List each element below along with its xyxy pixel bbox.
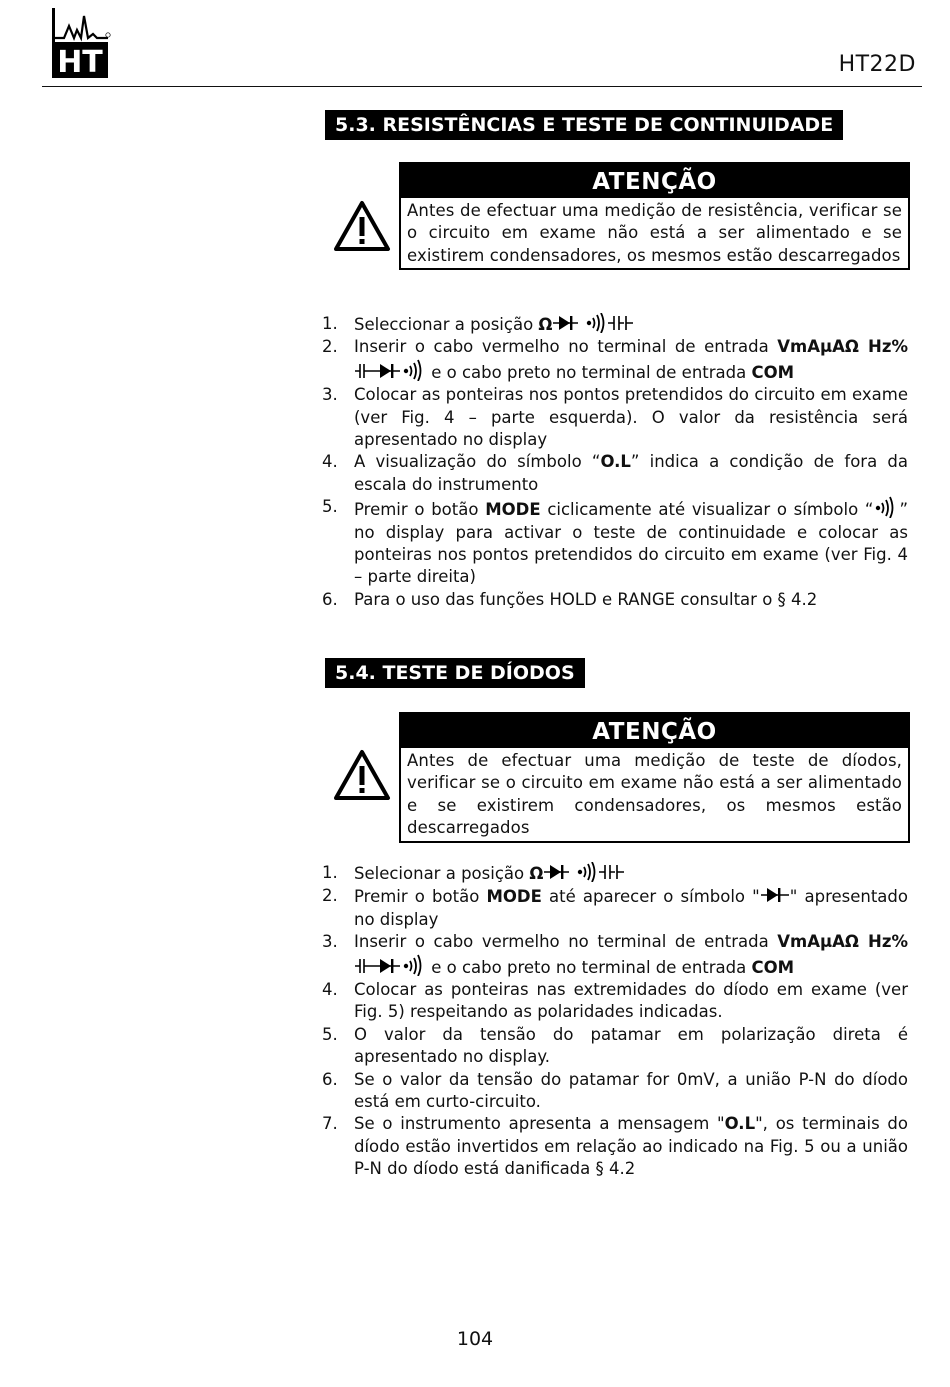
list-item: 4. A visualização do símbolo “O.L” indica a condição de fora da escala do instrumento [322, 452, 908, 494]
warning-triangle-icon [332, 199, 392, 253]
warning-box-diodes [399, 712, 910, 843]
steps-list-resistance [322, 313, 908, 611]
section-title-diodes: 5.4. TESTE DE DÍODOS [325, 658, 585, 688]
warning-box-resistance [399, 162, 910, 270]
capacitor-diode-continuity-icon [354, 954, 426, 976]
model-name: HT22D [838, 52, 916, 77]
capacitor-diode-continuity-icon [354, 359, 426, 381]
function-symbols-icon [552, 313, 634, 333]
list-item: 1. Seleccionar a posição Ω [322, 313, 908, 336]
list-item: 3. Inserir o cabo vermelho no terminal de entrada VmAμAΩ Hz% e o cabo preto no terminal de entrada COM [322, 932, 908, 977]
list-item: 4. Colocar as ponteiras nas extremidades do díodo em exame (ver Fig. 5) respeitando as polaridades indicadas. [322, 980, 908, 1022]
header-divider [42, 86, 922, 87]
list-item: 7. Se o instrumento apresenta a mensagem "O.L", os terminais do díodo estão invertidos em relação ao indicado na Fig. 5 ou a união P-N do díodo está danificada § 4.2 [322, 1114, 909, 1179]
steps-list-diodes [322, 862, 908, 1181]
warning-triangle-icon [332, 748, 392, 802]
list-item: 2. Premir o botão MODE até aparecer o símbolo " " apresentado no display [322, 886, 908, 929]
diode-icon [760, 885, 790, 905]
list-item: 2. Inserir o cabo vermelho no terminal de entrada VmAμAΩ Hz% e o cabo preto no terminal de entrada COM [322, 337, 908, 382]
list-item: 3. Colocar as ponteiras nos pontos pretendidos do circuito em exame (ver Fig. 4 – parte esquerda). O valor da resistência será apresentado no display [322, 385, 908, 450]
list-item: 5. Premir o botão MODE ciclicamente até visualizar o símbolo “ ” no display para activar o teste de continuidade e colocar as ponteiras nos pontos pretendidos do circuito em exame (ver Fig. 4 – parte direita) [322, 497, 909, 587]
section-title-resistance: 5.3. RESISTÊNCIAS E TESTE DE CONTINUIDADE [325, 110, 843, 140]
ht-logo [50, 8, 112, 80]
warning-heading: ATENÇÃO [401, 164, 908, 198]
logo-text: HT [57, 45, 103, 80]
list-item: 1. Selecionar a posição Ω [322, 862, 908, 885]
warning-text: Antes de efectuar uma medição de resistência, verificar se o circuito em exame não está a ser alimentado e se existirem condensadores, os mesmos estão descarregados [407, 201, 902, 265]
function-symbols-icon [543, 862, 625, 882]
warning-heading: ATENÇÃO [401, 714, 908, 748]
continuity-icon [873, 496, 899, 518]
list-item: 6. Para o uso das funções HOLD e RANGE consultar o § 4.2 [322, 589, 818, 609]
page-number: 104 [456, 1328, 494, 1350]
list-item: 5. O valor da tensão do patamar em polarização direta é apresentado no display. [322, 1024, 908, 1067]
warning-text: Antes de efectuar uma medição de teste de díodos, verificar se o circuito em exame não está a ser alimentado e se existirem condensadores, os mesmos estão descarregados [407, 751, 902, 838]
list-item: 6. Se o valor da tensão do patamar for 0mV, a união P-N do díodo está em curto-circuito. [322, 1069, 908, 1112]
